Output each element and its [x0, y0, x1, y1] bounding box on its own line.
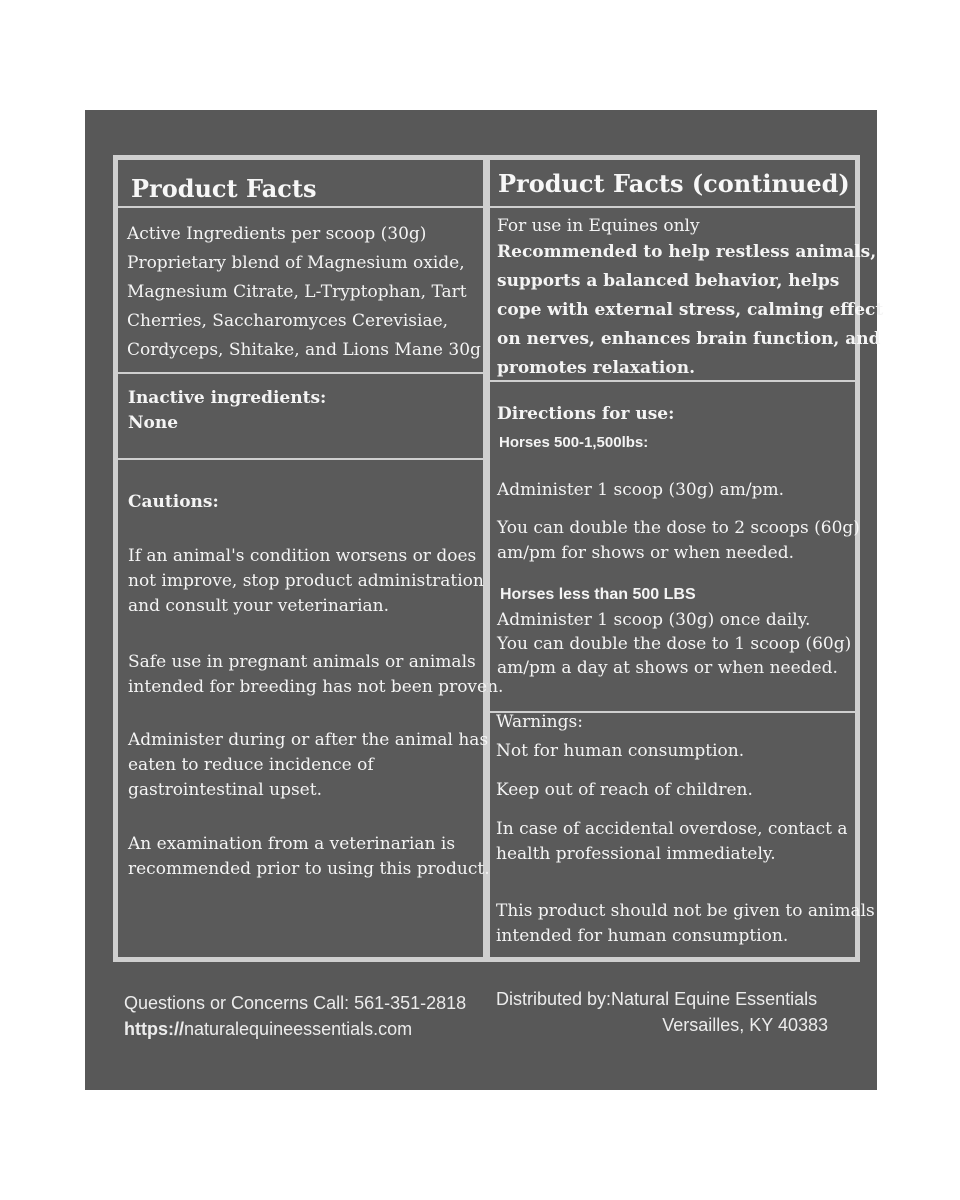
caution-line: not improve, stop product administration — [128, 571, 484, 591]
directions-d3 — [497, 608, 851, 680]
footer-distributor — [496, 986, 828, 1038]
active-line: Proprietary blend of Magnesium oxide, — [127, 253, 465, 273]
caution-line: eaten to reduce incidence of — [128, 755, 374, 775]
warnings-label: Warnings: — [496, 712, 583, 732]
footer-phone: Questions or Concerns Call: 561-351-2818 — [124, 993, 467, 1013]
use-line: For use in Equines only — [497, 216, 700, 236]
cautions-p4 — [128, 832, 490, 882]
warning-line: health professional immediately. — [496, 844, 776, 864]
use-text — [497, 214, 883, 383]
cautions-p2 — [128, 650, 503, 700]
active-ingredients-cell — [116, 206, 492, 374]
use-line: Recommended to help restless animals, — [497, 242, 877, 262]
warnings-cell — [488, 711, 875, 959]
active-line: Cherries, Saccharomyces Cerevisiae, — [127, 311, 449, 331]
inactive-text — [128, 386, 326, 436]
warning-line: In case of accidental overdose, contact a — [496, 819, 848, 839]
right-title: Product Facts (continued) — [498, 169, 850, 198]
use-line: cope with external stress, calming effect — [497, 300, 884, 320]
warning-line: This product should not be given to animals — [496, 901, 875, 921]
use-cell — [488, 206, 884, 382]
warning-3 — [496, 817, 847, 867]
use-line: promotes relaxation. — [497, 358, 695, 378]
cautions-p1 — [128, 544, 484, 619]
cautions-cell — [116, 458, 504, 959]
direction-line: You can double the dose to 1 scoop (60g) — [497, 634, 852, 654]
warning-line: intended for human consumption. — [496, 926, 789, 946]
footer-address: Versailles, KY 40383 — [662, 1015, 828, 1035]
use-line: supports a balanced behavior, helps — [497, 271, 840, 291]
left-title-cell — [116, 158, 485, 208]
cautions-p3 — [128, 728, 488, 803]
cautions-label: Cautions: — [128, 492, 219, 512]
directions-cell — [488, 380, 860, 713]
active-line: Active Ingredients per scoop (30g) — [127, 224, 427, 244]
caution-line: Safe use in pregnant animals or animals — [128, 652, 476, 672]
caution-line: and consult your veterinarian. — [128, 596, 389, 616]
caution-line: recommended prior to using this product. — [128, 859, 490, 879]
directions-sub2: Horses less than 500 LBS — [500, 586, 696, 603]
direction-line: am/pm a day at shows or when needed. — [497, 658, 838, 678]
active-ingredients-text — [127, 220, 492, 365]
caution-line: Administer during or after the animal has — [128, 730, 489, 750]
use-line: on nerves, enhances brain function, and — [497, 329, 881, 349]
footer-url[interactable] — [124, 1016, 466, 1042]
caution-line: If an animal's condition worsens or does — [128, 546, 477, 566]
caution-line: gastrointestinal upset. — [128, 780, 322, 800]
directions-sub1: Horses 500-1,500lbs: — [499, 434, 649, 451]
footer-distributed-by: Distributed by:Natural Equine Essentials — [496, 989, 818, 1009]
inactive-label: Inactive ingredients: — [128, 388, 327, 408]
directions-label: Directions for use: — [497, 404, 675, 424]
directions-d2 — [497, 516, 860, 566]
active-line: Magnesium Citrate, L-Tryptophan, Tart — [127, 282, 467, 302]
direction-line: Administer 1 scoop (30g) once daily. — [497, 610, 811, 630]
inactive-value: None — [128, 413, 179, 433]
direction-line: am/pm for shows or when needed. — [497, 543, 795, 563]
warning-2: Keep out of reach of children. — [496, 780, 753, 800]
active-line: Cordyceps, Shitake, and Lions Mane 30g . — [127, 340, 492, 360]
caution-line: An examination from a veterinarian is — [128, 834, 456, 854]
directions-d1: Administer 1 scoop (30g) am/pm. — [497, 480, 785, 500]
right-title-cell — [488, 158, 857, 208]
footer-contact — [124, 990, 466, 1042]
warning-1: Not for human consumption. — [496, 741, 745, 761]
direction-line: You can double the dose to 2 scoops (60g) — [497, 518, 860, 538]
caution-line: intended for breeding has not been proven. — [128, 677, 504, 697]
inactive-ingredients-cell — [116, 372, 485, 460]
left-title: Product Facts — [131, 174, 317, 203]
footer-url-rest: naturalequineessentials.com — [184, 1019, 413, 1039]
footer-url-prefix: https:// — [124, 1019, 184, 1039]
warning-4 — [496, 899, 875, 949]
